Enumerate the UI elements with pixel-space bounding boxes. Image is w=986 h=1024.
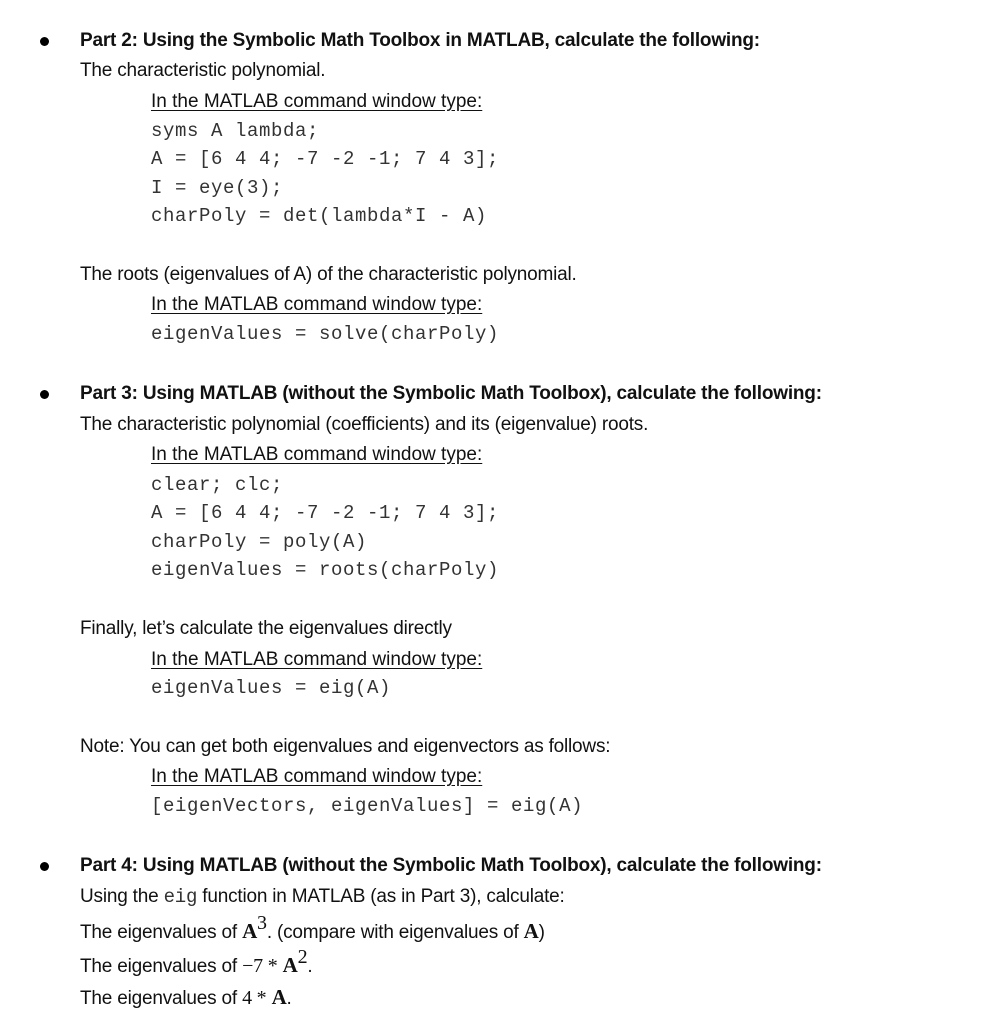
line3-pre: The eigenvalues of	[80, 988, 237, 1009]
part2-code-line: syms A lambda;	[151, 120, 320, 142]
part3-code-line: eigenValues = roots(charPoly)	[151, 559, 500, 581]
part3-code-line: charPoly = poly(A)	[151, 531, 368, 553]
part3-code-line: eigenValues = eig(A)	[151, 677, 392, 699]
part2-task1: The characteristic polynomial.	[80, 60, 326, 81]
exponent-2: 2	[297, 946, 308, 968]
part4-heading: Part 4: Using MATLAB (without the Symbolic Math Toolbox), calculate the following:	[80, 855, 822, 876]
part2-cmd-label-1: In the MATLAB command window type:	[151, 91, 483, 112]
part3-code-line: clear; clc;	[151, 474, 284, 496]
line3-end: .	[286, 988, 292, 1009]
part3-cmd-label-1: In the MATLAB command window type:	[151, 444, 483, 465]
matrix-a-symbol: A	[242, 919, 258, 943]
part3-task1: The characteristic polynomial (coefficients) and its (eigenvalue) roots.	[80, 414, 649, 435]
part4-eig-fn: eig	[163, 886, 198, 908]
part4-using-pre: Using the	[80, 886, 159, 907]
part3-cmd-label-3: In the MATLAB command window type:	[151, 766, 483, 787]
bullet-part2	[40, 37, 49, 46]
part2-task2: The roots (eigenvalues of A) of the characteristic polynomial.	[80, 264, 577, 285]
part3-note: Note: You can get both eigenvalues and eigenvectors as follows:	[80, 736, 611, 757]
line1-post: . (compare with eigenvalues of	[266, 922, 519, 943]
coefficient-4: 4 *	[242, 987, 267, 1009]
exponent-3: 3	[257, 912, 267, 934]
part4-line1	[80, 912, 545, 944]
part4-using-post: function in MATLAB (as in Part 3), calculate:	[202, 886, 565, 907]
line2-end: .	[307, 956, 313, 977]
part2-heading: Part 2: Using the Symbolic Math Toolbox in MATLAB, calculate the following:	[80, 30, 760, 51]
line2-pre: The eigenvalues of	[80, 956, 237, 977]
part3-code-line: A = [6 4 4; -7 -2 -1; 7 4 3];	[151, 502, 500, 524]
part2-code-line: charPoly = det(lambda*I - A)	[151, 205, 488, 227]
bullet-part3	[40, 390, 49, 399]
line1-end: )	[538, 922, 545, 943]
part3-cmd-label-2: In the MATLAB command window type:	[151, 649, 483, 670]
part3-code-line: [eigenVectors, eigenValues] = eig(A)	[151, 795, 584, 817]
part4-using-line	[80, 886, 565, 908]
part3-task2: Finally, let’s calculate the eigenvalues directly	[80, 618, 452, 639]
part3-heading: Part 3: Using MATLAB (without the Symbolic Math Toolbox), calculate the following:	[80, 383, 822, 404]
matrix-a-symbol: A	[523, 919, 539, 943]
part2-code-line: eigenValues = solve(charPoly)	[151, 323, 500, 345]
matrix-a-symbol: A	[282, 953, 298, 977]
part4-line3	[80, 985, 292, 1010]
part2-code-line: A = [6 4 4; -7 -2 -1; 7 4 3];	[151, 148, 500, 170]
bullet-part4	[40, 862, 49, 871]
part2-code-line: I = eye(3);	[151, 177, 284, 199]
line1-pre: The eigenvalues of	[80, 922, 237, 943]
coefficient-neg7: −7 *	[242, 955, 278, 977]
part4-line2	[80, 946, 313, 978]
matrix-a-symbol: A	[271, 985, 287, 1009]
part2-cmd-label-2: In the MATLAB command window type:	[151, 294, 483, 315]
